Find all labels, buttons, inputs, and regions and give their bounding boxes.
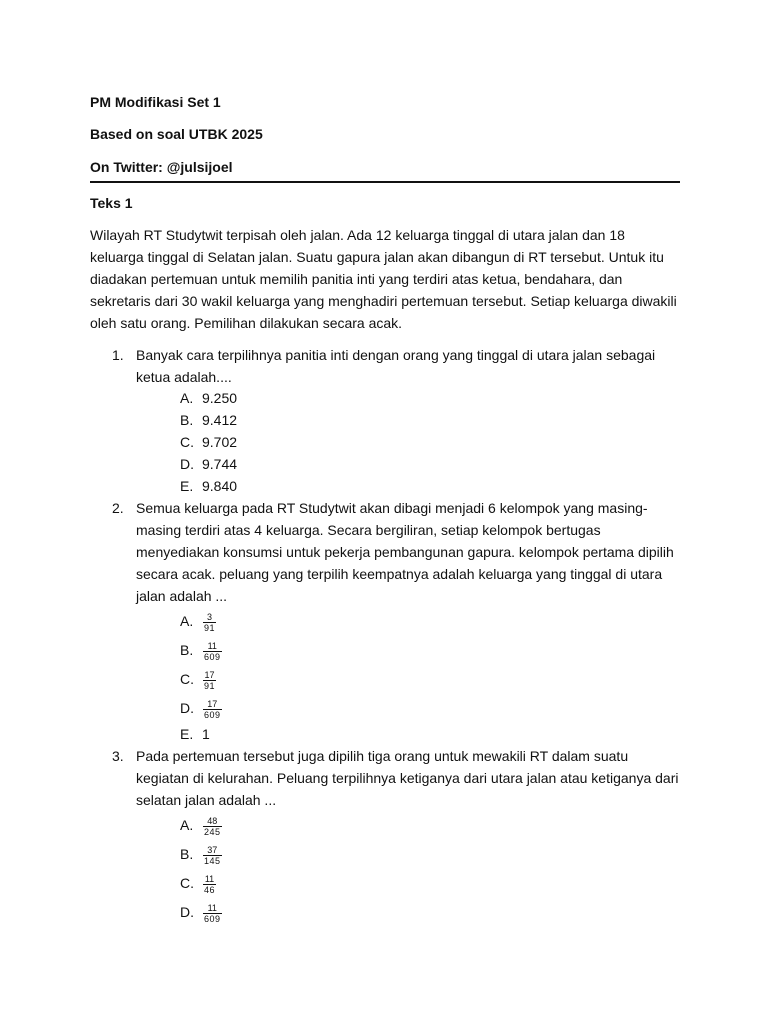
option-letter: E.: [180, 478, 194, 494]
numerator: 11: [204, 873, 215, 884]
option-letter: C.: [180, 671, 194, 687]
author-handle: On Twitter: @julsijoel: [90, 159, 233, 175]
option-letter: D.: [180, 700, 194, 716]
question-2: [112, 497, 680, 607]
document-title: PM Modifikasi Set 1: [90, 94, 221, 110]
header-divider: [90, 181, 680, 183]
option-1a: [180, 387, 237, 409]
denominator: 609: [204, 709, 221, 720]
option-letter: A.: [180, 613, 194, 629]
option-value: 9.412: [202, 412, 238, 428]
option-2a: [180, 610, 216, 632]
numerator: 48: [207, 815, 218, 826]
option-1d: [180, 453, 237, 475]
question-1: [112, 344, 680, 388]
numerator: 37: [207, 844, 218, 855]
option-3d: [180, 901, 222, 923]
option-1b: [180, 409, 237, 431]
denominator: 46: [204, 884, 216, 895]
denominator: 145: [204, 855, 221, 866]
fraction: [203, 670, 216, 691]
option-value: 9.840: [202, 478, 238, 494]
denominator: 245: [204, 826, 221, 837]
question-number: 2.: [112, 500, 124, 516]
question-3: [112, 745, 680, 811]
question-text: Banyak cara terpilihnya panitia inti dengan orang yang tinggal di utara jalan sebagai ketua adalah....: [136, 347, 656, 385]
numerator: 3: [207, 611, 213, 622]
fraction: [203, 903, 222, 924]
option-3b: [180, 843, 222, 865]
option-letter: B.: [180, 412, 194, 428]
option-letter: B.: [180, 642, 194, 658]
section-title: Teks 1: [90, 195, 133, 211]
option-value: 9.744: [202, 456, 238, 472]
option-2c: [180, 668, 216, 690]
denominator: 609: [204, 651, 221, 662]
option-value: 9.702: [202, 434, 238, 450]
option-letter: C.: [180, 875, 194, 891]
numerator: 11: [207, 640, 217, 651]
option-value: 9.250: [202, 390, 238, 406]
option-letter: D.: [180, 904, 194, 920]
option-letter: D.: [180, 456, 194, 472]
option-letter: A.: [180, 817, 194, 833]
option-letter: C.: [180, 434, 194, 450]
option-1e: [180, 475, 237, 497]
option-value: 1: [202, 726, 210, 742]
numerator: 17: [204, 669, 215, 680]
passage-text: Wilayah RT Studytwit terpisah oleh jalan. Ada 12 keluarga tinggal di utara jalan dan 18 keluarga tinggal di Selatan jalan. Suatu gapura jalan akan dibangun di RT tersebut. Untuk itu diadakan pertemuan untuk memilih panitia inti yang terdiri atas ketua, bendahara, dan sekretaris dari 30 wakil keluarga yang menghadiri pertemuan tersebut. Setiap keluarga diwakili oleh satu orang. Pemilihan dilakukan secara acak.: [90, 227, 677, 331]
option-3a: [180, 814, 222, 836]
question-number: 3.: [112, 748, 124, 764]
numerator: 11: [207, 902, 217, 913]
fraction: [203, 699, 222, 720]
fraction: [203, 641, 222, 662]
denominator: 609: [204, 913, 221, 924]
fraction: [203, 874, 216, 895]
option-2e: [180, 723, 210, 745]
question-number: 1.: [112, 347, 124, 363]
option-letter: E.: [180, 726, 194, 742]
document-subtitle: Based on soal UTBK 2025: [90, 126, 263, 142]
question-text: Semua keluarga pada RT Studytwit akan dibagi menjadi 6 kelompok yang masing-masing terdiri atas 4 keluarga. Secara bergiliran, setiap kelompok bertugas menyediakan konsumsi untuk pekerja pembangunan gapura. kelompok pertama dipilih secara acak. peluang yang terpilih keempatnya adalah keluarga yang tinggal di utara jalan adalah ...: [136, 500, 674, 604]
option-3c: [180, 872, 216, 894]
question-text: Pada pertemuan tersebut juga dipilih tiga orang untuk mewakili RT dalam suatu kegiatan di kelurahan. Peluang terpilihnya ketiganya dari utara jalan atau ketiganya dari selatan jalan adalah ...: [136, 748, 679, 808]
numerator: 17: [207, 698, 218, 709]
option-letter: B.: [180, 846, 194, 862]
option-2d: [180, 697, 222, 719]
fraction: [203, 612, 216, 633]
option-letter: A.: [180, 390, 194, 406]
fraction: [203, 816, 222, 837]
option-2b: [180, 639, 222, 661]
denominator: 91: [204, 622, 216, 633]
option-1c: [180, 431, 237, 453]
denominator: 91: [204, 680, 216, 691]
fraction: [203, 845, 222, 866]
